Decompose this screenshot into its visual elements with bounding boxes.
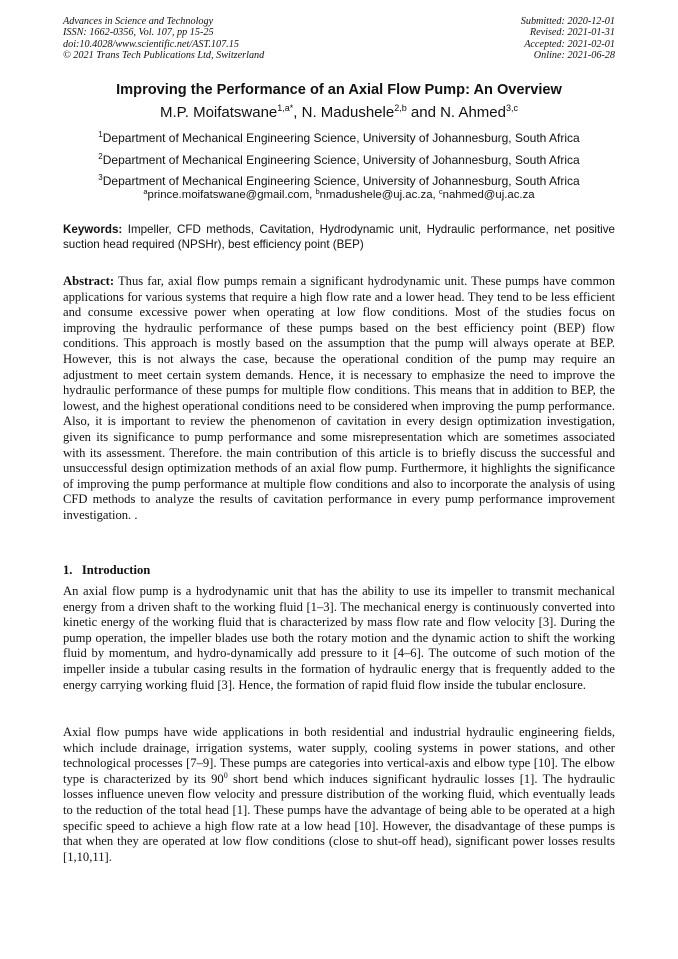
paper-title: Improving the Performance of an Axial Flow Pump: An Overview — [116, 82, 562, 98]
publication-dates — [521, 16, 615, 62]
journal-copyright: © 2021 Trans Tech Publications Ltd, Switzerland — [63, 50, 265, 62]
email-mark: a — [143, 187, 148, 196]
affiliation-text: Department of Mechanical Engineering Science, University of Johannesburg, South Africa — [102, 174, 580, 188]
affiliation-number: 1 — [98, 130, 103, 139]
affiliation — [0, 153, 678, 167]
paragraph-text: Axial flow pumps have wide applications in both residential and industrial hydraulic engineering fields, which include drainage, irrigation systems, water supply, cooling systems in power stations, and other technological processes [7–9]. These pumps are categories into vertical-axis and elbow type [10]. The elbow type is characterized by its 90 — [63, 725, 615, 786]
email-mark: b — [315, 187, 320, 196]
email-address[interactable]: nmadushele@uj.ac.za — [319, 189, 433, 201]
intro-paragraph-2 — [63, 725, 615, 865]
date-accepted: Accepted: 2021-02-01 — [524, 38, 615, 50]
section-number: 1. — [63, 563, 73, 577]
author-affiliation-mark: 1,a* — [277, 103, 294, 113]
author-separator: and — [406, 104, 441, 121]
author-list — [0, 104, 678, 121]
date-revised: Revised: 2021-01-31 — [529, 27, 615, 39]
author-affiliation-mark: 2,b — [394, 103, 407, 113]
author-affiliation-mark: 3,c — [505, 103, 518, 113]
keywords — [63, 223, 615, 252]
journal-doi: doi:10.4028/www.scientific.net/AST.107.15 — [63, 38, 239, 50]
affiliation-text: Department of Mechanical Engineering Science, University of Johannesburg, South Africa — [102, 131, 580, 145]
intro-paragraph-1: An axial flow pump is a hydrodynamic unit that has the ability to use its impeller to transmit mechanical energy from a driven shaft to the working fluid [1–3]. The mechanical energy is continuously converted into kinetic energy of the working fluid that is characterized by mass flow rate and flow velocity [3]. During the pump operation, the impeller blades use both the rotary motion and the dynamic action to shift the working fluid by momentum, and hydro-dynamically add pressure to it [4–6]. The outcome of such motion of the impeller inside a tubular casing results in the formation of hydraulic energy that is frequently added to the energy carrying working fluid [3]. Hence, the formation of rapid fluid flow inside the tubular enclosure. — [63, 584, 615, 692]
abstract-label: Abstract: — [63, 274, 115, 288]
email-separator: , — [309, 189, 316, 201]
author-emails — [0, 189, 678, 201]
keywords-label: Keywords: — [63, 223, 123, 236]
affiliation — [0, 131, 678, 145]
journal-info — [63, 16, 264, 62]
affiliation-number: 3 — [98, 173, 103, 182]
date-online: Online: 2021-06-28 — [533, 50, 615, 62]
degree-superscript: 0 — [223, 770, 228, 780]
email-mark: c — [438, 187, 443, 196]
date-submitted: Submitted: 2020-12-01 — [520, 16, 615, 27]
abstract — [63, 274, 615, 524]
author-separator: , — [293, 104, 302, 121]
author-name: M.P. Moifatswane — [160, 104, 278, 121]
author-name: N. Ahmed — [440, 104, 506, 121]
paragraph-text: short bend which induces significant hydraulic losses [1]. The hydraulic losses influence uneven flow velocity and pressure distribution of the working fluid, which eventually leads to the reduction of the total head [1]. These pumps have the advantage of being able to be operated at a high specific speed to achieve a high flow rate at a low head [10]. However, the disadvantage of these pumps is that when they are operated at low flow conditions (close to shut-off head), significant power losses results [1,10,11]. — [63, 771, 615, 864]
journal-name: Advances in Science and Technology — [63, 16, 214, 27]
email-address[interactable]: prince.moifatswane@gmail.com — [147, 189, 310, 201]
affiliation-text: Department of Mechanical Engineering Science, University of Johannesburg, South Africa — [102, 153, 580, 167]
affiliation — [0, 174, 678, 188]
email-separator: , — [432, 189, 439, 201]
journal-issn: ISSN: 1662-0356, Vol. 107, pp 15-25 — [63, 27, 214, 39]
keywords-text: Impeller, CFD methods, Cavitation, Hydrodynamic unit, Hydraulic performance, net positive suction head required (NPSHr), best efficiency point (BEP) — [63, 223, 615, 251]
section-heading — [63, 563, 150, 578]
email-address[interactable]: nahmed@uj.ac.za — [442, 189, 535, 201]
author-name: N. Madushele — [301, 104, 395, 121]
abstract-text: Thus far, axial flow pumps remain a significant hydrodynamic unit. These pumps have common applications for various systems that require a high flow rate and a lower head. They tend to be less efficient and consume excessive power when operating at low flow conditions. Most of the studies focus on improving the hydraulic performance of these pumps based on the best efficiency point (BEP) flow conditions. This approach is mostly based on the assumption that the pump will always operate at BEP. However, this is not always the case, because the operational condition of the pump may require an adjustment to meet certain system demands. Hence, it is necessary to emphasize the need to improve the hydraulic performance of these pumps for multiple flow conditions. This means that in addition to BEP, the lowest, and the highest operational conditions need to be considered when improving the pump performance. Also, it is important to review the phenomenon of cavitation in every design optimization investigation, given its significance to pump performance and some misrepresentation which are sometimes associated with its assessment. Therefore. the main contribution of this article is to briefly discuss the successful and unsuccessful design optimization methods of an axial flow pump. Furthermore, it highlights the significance of improving the pump performance at multiple flow conditions and also to incorporate the analysis of using CFD methods to analyze the results of cavitation performance in every pump performance improvement investigation. . — [63, 274, 615, 522]
affiliation-number: 2 — [98, 152, 103, 161]
section-title: Introduction — [81, 563, 151, 577]
